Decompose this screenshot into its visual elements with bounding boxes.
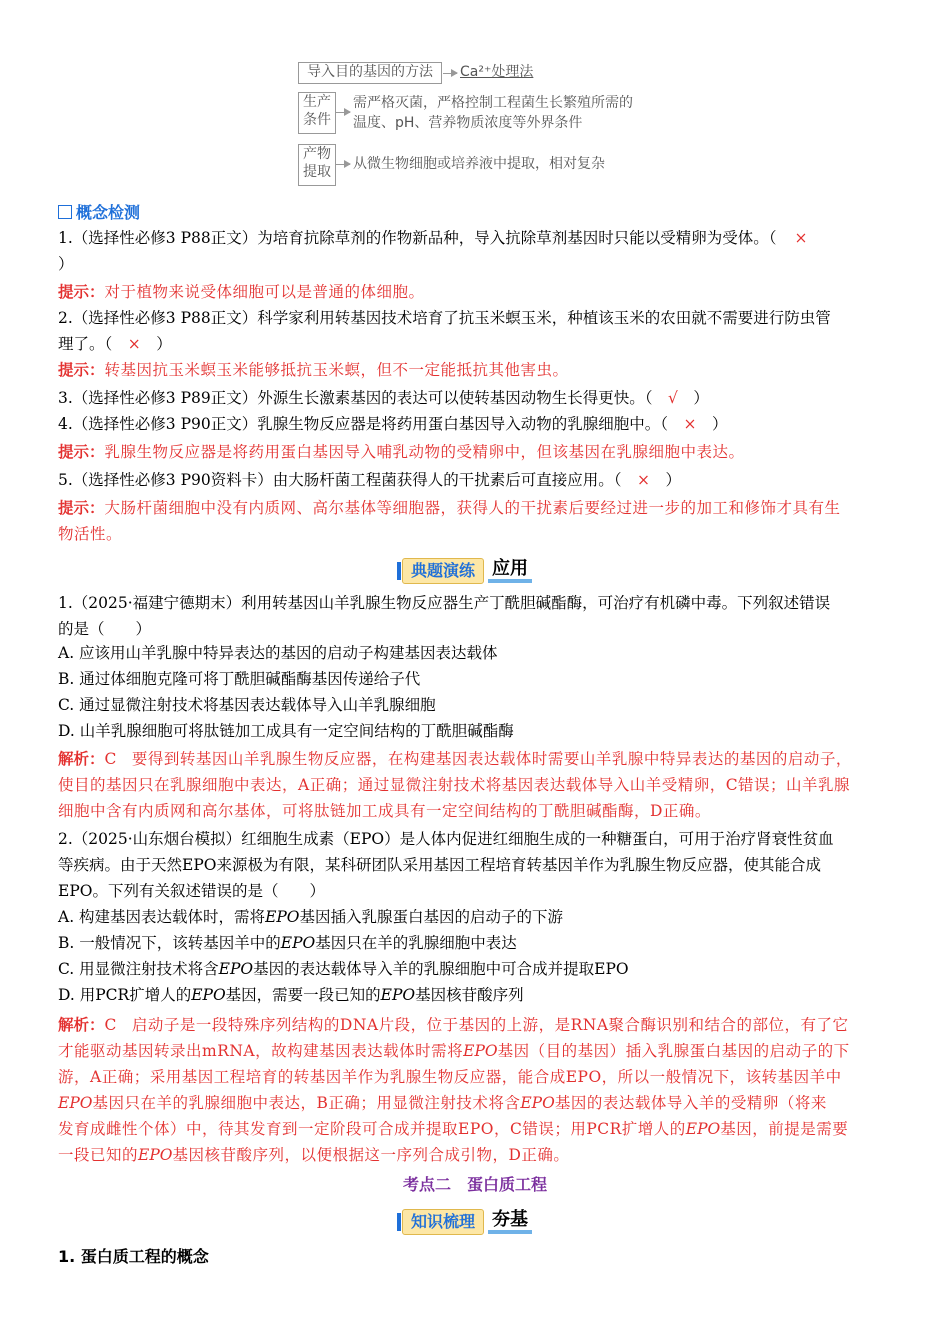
p2-explanation-3: 游，A正确；采用基因工程培育的转基因羊作为乳腺生物反应器，能合成EPO，所以一般情况下，该转基因羊中 [58,1068,842,1086]
p1-option-b: B. 通过体细胞克隆可将丁酰胆碱酯酶基因传递给子代 [58,670,421,688]
banner-practice-pill: 典题演练 [402,558,484,584]
hint-2: 提示：转基因抗玉米螟玉米能够抵抗玉米螟，但不一定能抵抗其他害虫。 [58,361,569,379]
checkbox-square-icon [58,205,72,219]
p2-option-c: C. 用显微注射技术将含EPO基因的表达载体导入羊的乳腺细胞中可合成并提取EPO [58,960,629,978]
protein-engineering-concept-heading: 1. 蛋白质工程的概念 [58,1247,209,1266]
concept-check-title: 概念检测 [58,200,140,223]
production-box: 生产 条件 [298,92,336,134]
flow-diagram [298,58,698,188]
extraction-box: 产物 提取 [298,144,336,186]
q2-line2: 理了。（ × ） [58,335,172,353]
p2-option-d: D. 用PCR扩增人的EPO基因，需要一段已知的EPO基因核苷酸序列 [58,986,524,1004]
p1-option-a: A. 应该用山羊乳腺中特异表达的基因的启动子构建基因表达载体 [58,644,498,662]
banner-knowledge [402,1208,532,1236]
method-result: Ca²⁺处理法 [460,64,534,80]
q2-line1: 2.（选择性必修3 P88正文）科学家利用转基因技术培育了抗玉米螟玉米，种植该玉米的农田就不需要进行防虫管 [58,309,831,327]
p2-stem2: 等疾病。由于天然EPO来源极为有限，某科研团队采用基因工程培育转基因羊作为乳腺生物反应器，使其能合成 [58,856,821,874]
q3: 3.（选择性必修3 P89正文）外源生长激素基因的表达可以使转基因动物生长得更快。（ √ ） [58,389,709,407]
p1-stem2: 的是（ ） [58,620,152,638]
q1-line2: ） [58,255,74,273]
p1-explanation-3: 细胞中含有内质网和高尔基体，可将肽链加工成具有一定空间结构的丁酰胆碱酯酶，D正确。 [58,802,711,820]
banner-knowledge-pill: 知识梳理 [402,1209,484,1235]
p2-explanation-6: 一段已知的EPO基因核苷酸序列，以便根据这一序列合成引物，D正确。 [58,1146,570,1164]
production-text-1: 需严格灭菌，严格控制工程菌生长繁殖所需的 [353,95,633,111]
p2-option-b: B. 一般情况下，该转基因羊中的EPO基因只在羊的乳腺细胞中表达 [58,934,517,952]
hint-5-line2: 物活性。 [58,525,123,543]
p1-stem1: 1.（2025·福建宁德期末）利用转基因山羊乳腺生物反应器生产丁酰胆碱酯酶，可治疗有机磷中毒。下列叙述错误 [58,594,831,612]
p2-explanation-1: 解析：C 启动子是一段特殊序列结构的DNA片段，位于基因的上游，是RNA聚合酶识别和结合的部位，有了它 [58,1016,849,1034]
q1-line1: 1.（选择性必修3 P88正文）为培育抗除草剂的作物新品种，导入抗除草剂基因时只能以受精卵为受体。（ × [58,229,808,247]
extraction-text: 从微生物细胞或培养液中提取，相对复杂 [353,156,605,172]
hint-1: 提示：对于植物来说受体细胞可以是普通的体细胞。 [58,283,425,301]
p2-explanation-5: 发育成雌性个体）中，待其发育到一定阶段可合成并提取EPO，C错误；用PCR扩增人的EPO基因，前提是需要 [58,1120,849,1138]
production-text-2: 温度、pH、营养物质浓度等外界条件 [353,115,583,131]
p2-option-a: A. 构建基因表达载体时，需将EPO基因插入乳腺蛋白基因的启动子的下游 [58,908,564,926]
banner-knowledge-suffix: 夯基 [488,1210,532,1234]
arrow-3 [336,164,350,165]
method-box: 导入目的基因的方法 [298,62,442,84]
hint-4: 提示：乳腺生物反应器是将药用蛋白基因导入哺乳动物的受精卵中，但该基因在乳腺细胞中表达。 [58,443,745,461]
p2-stem3: EPO。下列有关叙述错误的是（ ） [58,882,325,900]
p2-explanation-2: 才能驱动基因转录出mRNA，故构建基因表达载体时需将EPO基因（目的基因）插入乳腺蛋白基因的启动子的下 [58,1042,850,1060]
arrow-1 [443,73,457,74]
hint-5-line1: 提示：大肠杆菌细胞中没有内质网、高尔基体等细胞器，获得人的干扰素后要经过进一步的加工和修饰才具有生 [58,499,841,517]
arrow-2 [336,112,350,113]
section-heading-protein-engineering: 考点二 蛋白质工程 [402,1175,547,1194]
p2-stem1: 2.（2025·山东烟台模拟）红细胞生成素（EPO）是人体内促进红细胞生成的一种糖蛋白，可用于治疗肾衰性贫血 [58,830,834,848]
p1-option-c: C. 通过显微注射技术将基因表达载体导入山羊乳腺细胞 [58,696,436,714]
p1-explanation-2: 使目的基因只在乳腺细胞中表达，A正确；通过显微注射技术将基因表达载体导入山羊受精卵，C错误；山羊乳腺 [58,776,851,794]
p1-explanation-1: 解析：C 要得到转基因山羊乳腺生物反应器，在构建基因表达载体时需要山羊乳腺中特异表达的基因的启动子， [58,750,852,768]
banner-practice [402,557,532,585]
p1-option-d: D. 山羊乳腺细胞可将肽链加工成具有一定空间结构的丁酰胆碱酯酶 [58,722,514,740]
p2-explanation-4: EPO基因只在羊的乳腺细胞中表达，B正确；用显微注射技术将含EPO基因的表达载体导入羊的受精卵（将来 [58,1094,827,1112]
q5: 5.（选择性必修3 P90资料卡）由大肠杆菌工程菌获得人的干扰素后可直接应用。（ × ） [58,471,682,489]
banner-practice-suffix: 应用 [488,559,532,583]
q4: 4.（选择性必修3 P90正文）乳腺生物反应器是将药用蛋白基因导入动物的乳腺细胞中。（ × ） [58,415,728,433]
